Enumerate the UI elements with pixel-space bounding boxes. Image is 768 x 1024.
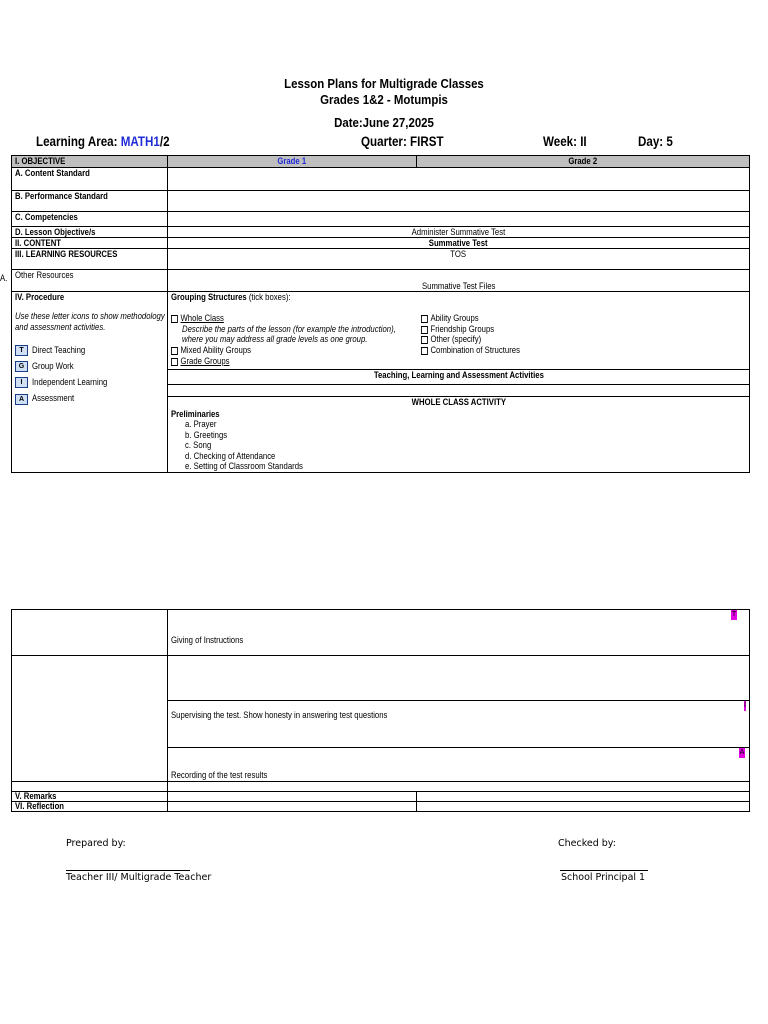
content-standard-label: A. Content Standard (12, 168, 168, 191)
doc-subtitle: Grades 1&2 - Motumpis (320, 92, 448, 107)
lesson-objectives-value: Administer Summative Test (168, 227, 750, 238)
blank-row (12, 656, 750, 701)
learning-area-value: MATH1 (120, 134, 160, 149)
doc-title: Lesson Plans for Multigrade Classes (284, 76, 484, 91)
instructions-left (12, 610, 168, 656)
legend-item-assessment: A Assessment (15, 393, 164, 404)
preliminaries-label: Preliminaries (171, 409, 220, 419)
whole-class-desc1: Describe the parts of the lesson (for example the introduction), (182, 324, 396, 334)
teacher-title: Teacher III/ Multigrade Teacher (66, 872, 212, 883)
independent-learning-marker-icon: I (744, 702, 746, 709)
content-standard-value (168, 168, 750, 191)
remarks-grade2[interactable] (417, 792, 750, 802)
checkbox-grade-groups[interactable]: Grade Groups (171, 356, 239, 366)
checkbox-friendship-groups[interactable]: Friendship Groups (421, 324, 506, 334)
gap-row (12, 782, 750, 792)
principal-signature-line (560, 870, 648, 871)
list-item: e. Setting of Classroom Standards (185, 461, 303, 471)
list-item: c. Song (185, 440, 212, 450)
week: Week: II (543, 134, 587, 149)
activities-left (12, 656, 168, 782)
supervising-cell (168, 701, 750, 748)
list-item: b. Greetings (185, 429, 228, 440)
quarter: Quarter: FIRST (361, 134, 444, 149)
learning-resources-value: TOS (168, 249, 750, 270)
remarks-label: V. Remarks (12, 792, 168, 802)
legend-item-independent-learning: I Independent Learning (15, 377, 164, 388)
legend-item-direct-teaching: T Direct Teaching (15, 345, 164, 356)
prepared-by-label: Prepared by: (66, 838, 126, 849)
gap-cell (168, 782, 750, 792)
checkbox-combination[interactable]: Combination of Structures (421, 345, 536, 355)
activities-table (11, 609, 750, 812)
group-work-icon: G (15, 361, 28, 372)
learning-resources-row (12, 249, 750, 270)
reflection-row (12, 802, 750, 812)
performance-standard-row (12, 191, 750, 212)
supervising-text: Supervising the test. Show honesty in answering test questions (171, 710, 388, 720)
competencies-row (12, 212, 750, 227)
blank-cell (168, 656, 750, 701)
learning-resources-label: III. LEARNING RESOURCES (12, 249, 168, 270)
checkbox-ability-groups[interactable]: Ability Groups (421, 313, 488, 323)
checkbox-other[interactable]: Other (specify) (421, 334, 491, 344)
other-resources-value: Summative Test Files (168, 270, 750, 292)
instructions-row (12, 610, 750, 656)
remarks-row (12, 792, 750, 802)
grade2-header: Grade 2 (417, 156, 750, 168)
procedure-cell (12, 292, 168, 473)
direct-teaching-marker-icon: T (731, 611, 737, 618)
performance-standard-value (168, 191, 750, 212)
assessment-marker-icon: A (739, 749, 745, 756)
principal-title: School Principal 1 (561, 872, 646, 883)
grouping-title: Grouping Structures (tick boxes): (171, 292, 291, 302)
legend-item-group-work: G Group Work (15, 361, 164, 372)
competencies-value (168, 212, 750, 227)
list-item: a. Prayer (185, 419, 217, 429)
reflection-label: VI. Reflection (12, 802, 168, 812)
whole-class-desc2: where you may address all grade levels as one group. (182, 334, 368, 344)
grouping-cell (168, 292, 750, 370)
remarks-grade1[interactable] (168, 792, 417, 802)
competencies-label: C. Competencies (12, 212, 168, 227)
content-row (12, 238, 750, 249)
recording-text: Recording of the test results (171, 770, 268, 780)
resource-a-marker: A. (0, 273, 8, 283)
checkbox-whole-class[interactable]: Whole Class (171, 313, 233, 323)
reflection-grade1[interactable] (168, 802, 417, 812)
whole-class-activity-heading: WHOLE CLASS ACTIVITY (411, 397, 506, 407)
spacer-cell (168, 385, 750, 397)
day: Day: 5 (638, 134, 673, 149)
recording-cell (168, 748, 750, 782)
content-standard-row (12, 168, 750, 191)
whole-class-activity-cell (168, 397, 750, 473)
learning-area (36, 134, 170, 149)
procedure-note: Use these letter icons to show methodology and assessment activities. (15, 311, 165, 332)
other-resources-label: Other Resources (12, 270, 168, 292)
list-item: d. Checking of Attendance (185, 450, 276, 461)
performance-standard-label: B. Performance Standard (12, 191, 168, 212)
objective-label: I. OBJECTIVE (12, 156, 168, 168)
giving-instructions-text: Giving of Instructions (171, 635, 244, 645)
independent-learning-icon: I (15, 377, 28, 388)
teacher-signature-line (66, 870, 190, 871)
assessment-icon: A (15, 394, 28, 405)
checked-by-label: Checked by: (558, 838, 616, 849)
instructions-cell (168, 610, 750, 656)
objective-row (12, 156, 750, 168)
other-resources-row (12, 270, 750, 292)
procedure-label: IV. Procedure (15, 292, 65, 302)
learning-area-label: Learning Area: (36, 134, 121, 149)
gap-left (12, 782, 168, 792)
content-value: Summative Test (168, 238, 750, 249)
lesson-objectives-row (12, 227, 750, 238)
grade1-header: Grade 1 (168, 156, 417, 168)
direct-teaching-icon: T (15, 345, 28, 356)
content-label: II. CONTENT (12, 238, 168, 249)
learning-area-suffix: /2 (159, 134, 170, 149)
checkbox-mixed-ability[interactable]: Mixed Ability Groups (171, 345, 264, 355)
reflection-grade2[interactable] (417, 802, 750, 812)
lesson-objectives-label: D. Lesson Objective/s (12, 227, 168, 238)
procedure-row (12, 292, 750, 370)
preliminaries-list (171, 419, 746, 472)
tla-heading: Teaching, Learning and Assessment Activities (168, 370, 750, 385)
doc-date: Date:June 27,2025 (334, 115, 434, 130)
lesson-plan-table (11, 155, 750, 473)
